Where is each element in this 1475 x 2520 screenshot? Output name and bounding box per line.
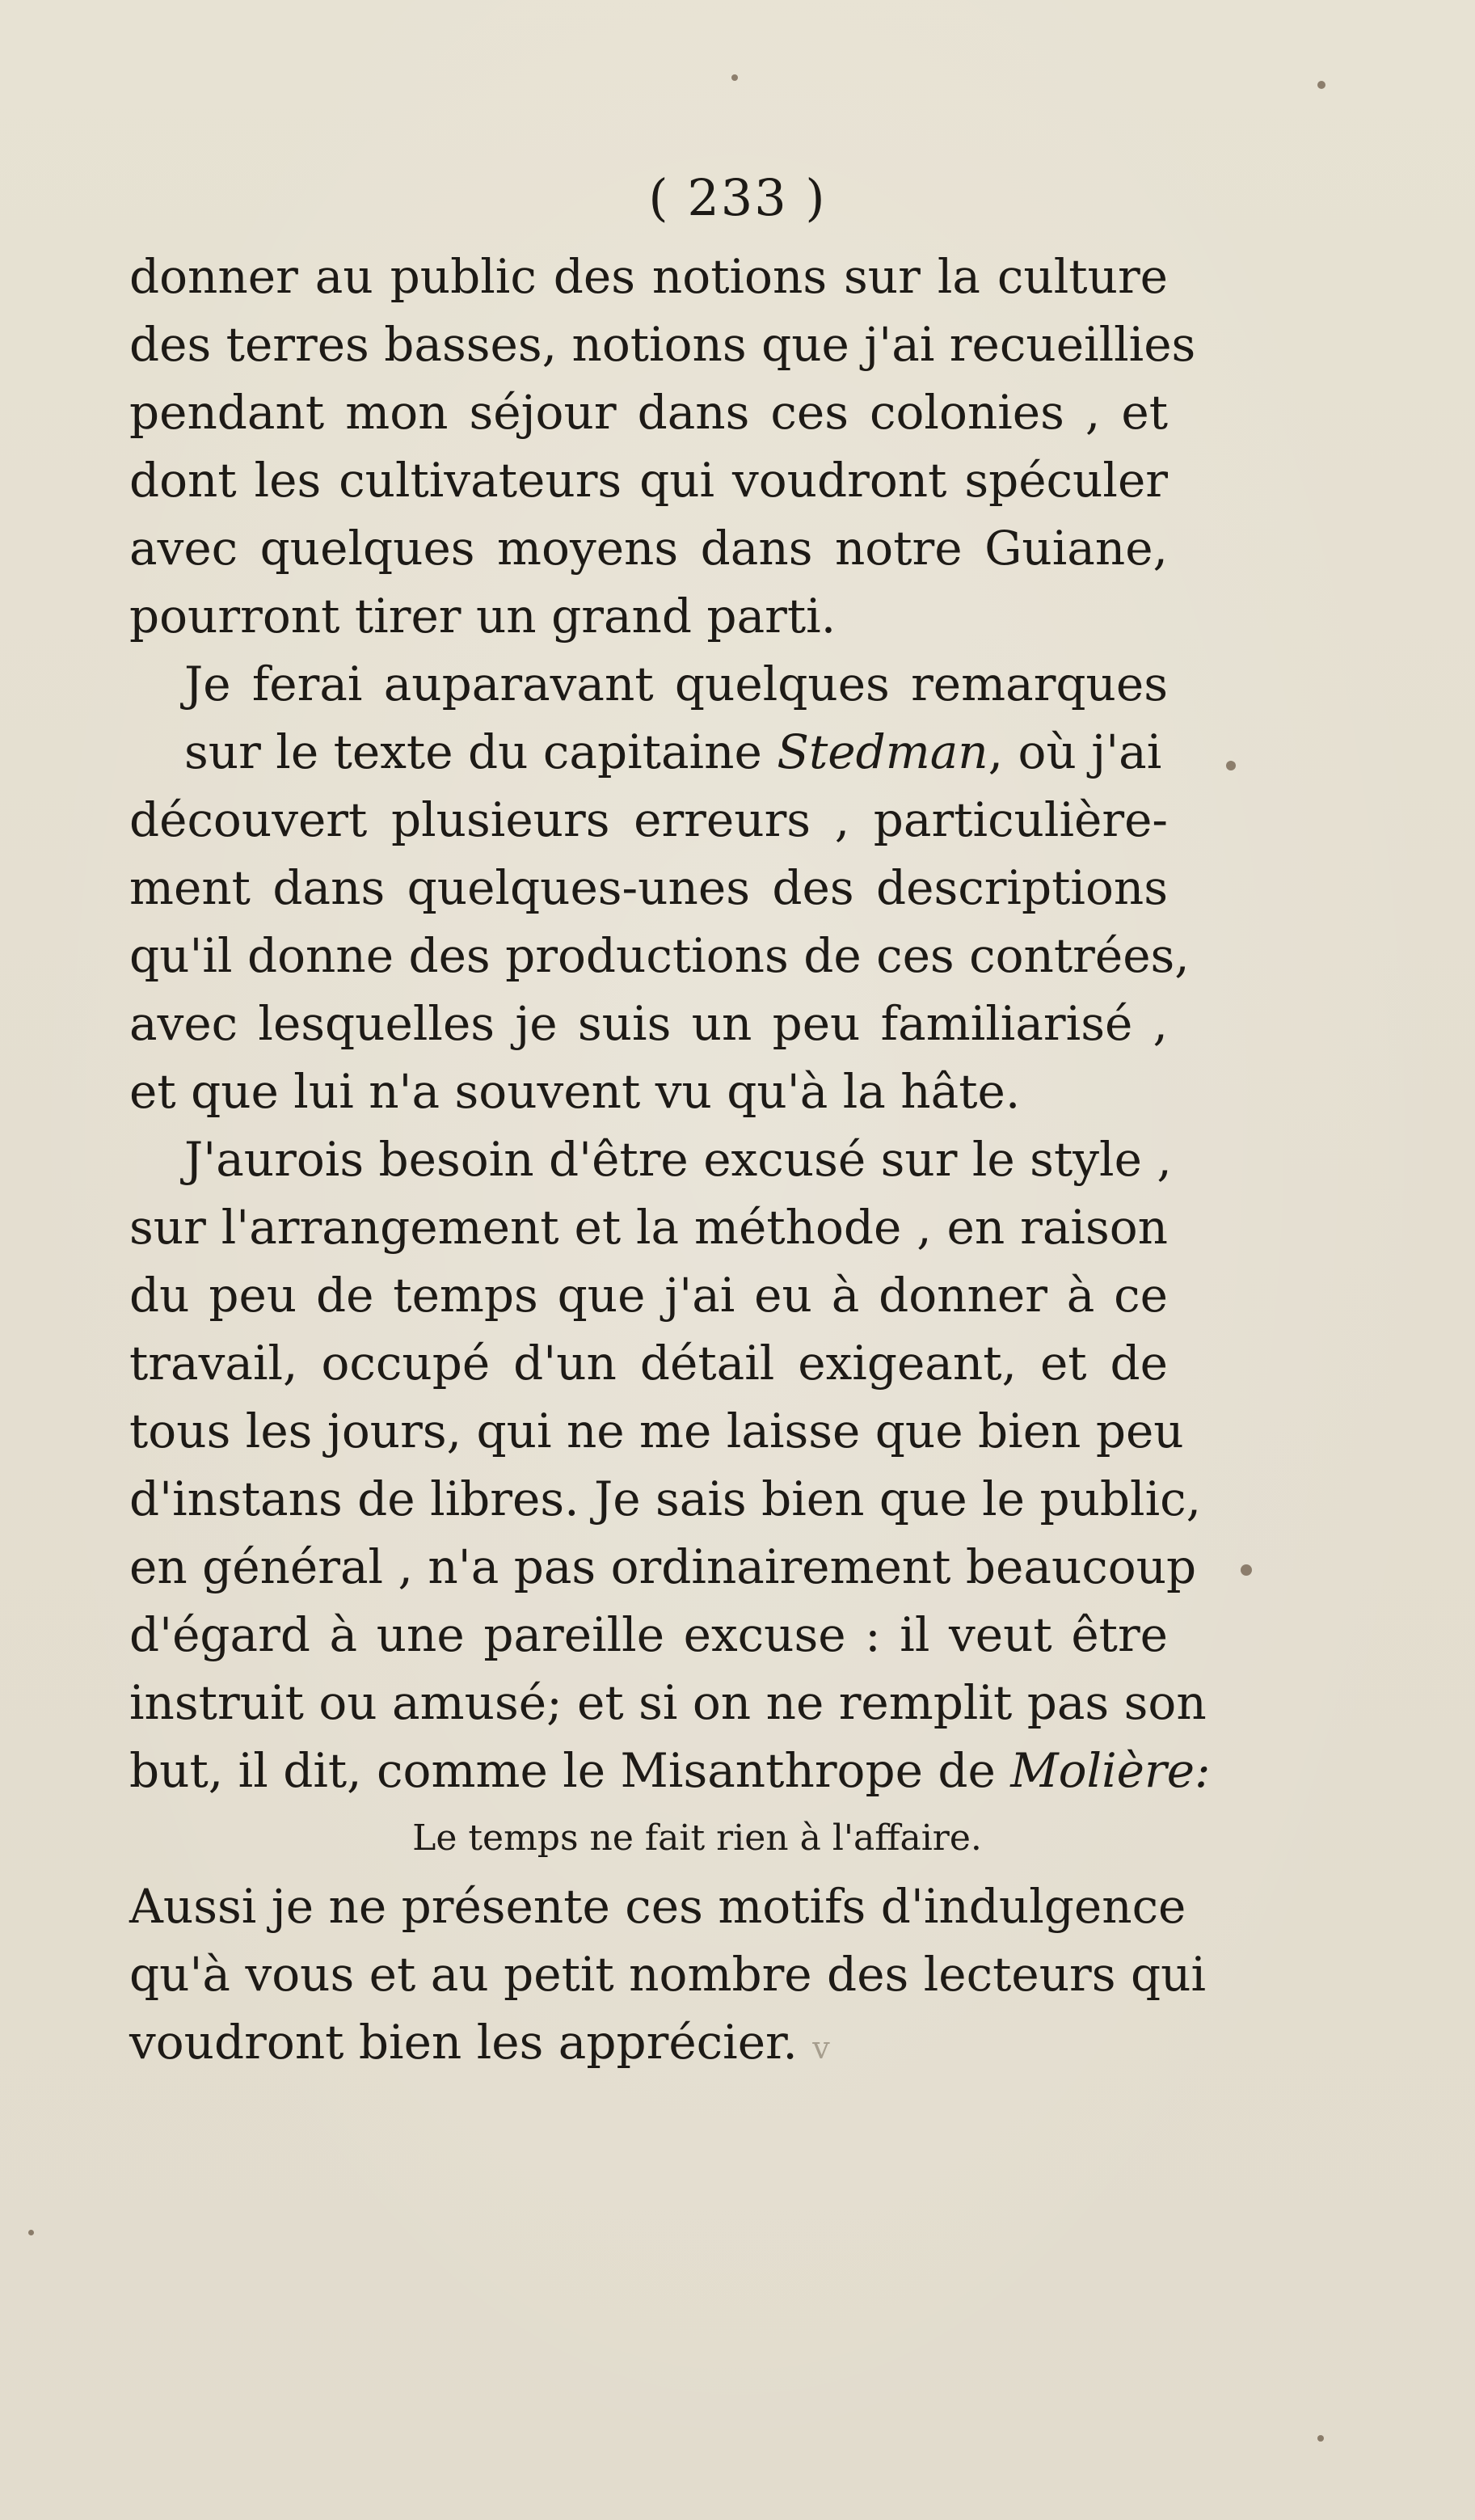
text-line: ment dans quelques-unes des descriptions — [129, 860, 1168, 915]
text-line: dont les cultivateurs qui voudront spéculer — [129, 453, 1168, 508]
text-segment: sur le texte du capitaine — [184, 724, 778, 779]
text-line: instruit ou amusé; et si on ne remplit pas son — [129, 1675, 1207, 1730]
text-line: et que lui n'a souvent vu qu'à la hâte. — [129, 1064, 1021, 1119]
text-line: donner au public des notions sur la culture — [129, 249, 1168, 304]
ink-spot — [1226, 761, 1236, 770]
text-line: du peu de temps que j'ai eu à donner à ce — [129, 1268, 1168, 1323]
text-line: des terres basses, notions que j'ai recueillies — [129, 317, 1196, 372]
ink-spot — [1317, 2435, 1324, 2442]
text-line: découvert plusieurs erreurs , particulière- — [129, 792, 1168, 847]
text-line: d'égard à une pareille excuse : il veut être — [129, 1607, 1168, 1662]
text-line: Je ferai auparavant quelques remarques — [184, 656, 1168, 711]
text-line: avec quelques moyens dans notre Guiane, — [129, 521, 1168, 576]
faint-mark: v — [812, 2030, 830, 2066]
text-line: pendant mon séjour dans ces colonies , et — [129, 385, 1168, 440]
ink-spot — [1317, 81, 1325, 89]
text-line: en général , n'a pas ordinairement beaucoup — [129, 1539, 1197, 1594]
text-line: qu'il donne des productions de ces contrées, — [129, 928, 1190, 983]
text-line: sur l'arrangement et la méthode , en raison — [129, 1200, 1168, 1255]
text-segment: voudront bien les apprécier. — [129, 2015, 798, 2070]
text-segment: but, il dit, comme le Misanthrope de — [129, 1743, 1011, 1798]
ink-spot — [28, 2230, 34, 2235]
text-line: d'instans de libres. Je sais bien que le public, — [129, 1471, 1202, 1526]
text-line: pourront tirer un grand parti. — [129, 589, 837, 644]
text-line: Aussi je ne présente ces motifs d'indulgence — [129, 1879, 1186, 1934]
text-line: qu'à vous et au petit nombre des lecteurs qui — [129, 1947, 1207, 2002]
text-line — [129, 2008, 1168, 2076]
text-line: avec lesquelles je suis un peu familiarisé , — [129, 996, 1168, 1051]
ink-spot — [731, 74, 738, 81]
body-text — [129, 243, 1211, 2076]
italic-name-moliere: Molière: — [1010, 1743, 1211, 1798]
text-segment: , où j'ai — [988, 724, 1162, 779]
ink-spot — [1241, 1564, 1252, 1576]
text-line: J'aurois besoin d'être excusé sur le style , — [184, 1132, 1172, 1187]
quotation-line: Le temps ne fait rien à l'affaire. — [412, 1817, 982, 1859]
page-number: ( 233 ) — [648, 168, 827, 227]
text-line: travail, occupé d'un détail exigeant, et de — [129, 1336, 1168, 1391]
text-line-moliere — [129, 1737, 1211, 1805]
text-line: tous les jours, qui ne me laisse que bien peu — [129, 1404, 1184, 1458]
italic-name-stedman: Stedman — [777, 724, 988, 779]
text-line-stedman — [129, 718, 1168, 786]
